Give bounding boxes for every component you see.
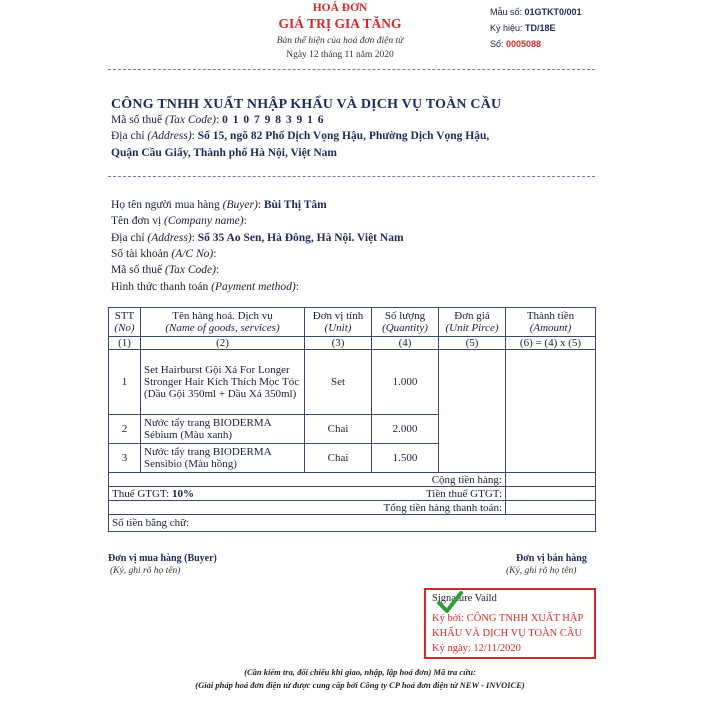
row-no: 2 bbox=[109, 415, 141, 444]
index-cell: (1) bbox=[109, 337, 141, 350]
vat-row bbox=[109, 487, 596, 501]
table-index-row bbox=[109, 337, 596, 350]
in-words-label: Số tiền bằng chữ: bbox=[109, 515, 596, 532]
signature-valid-title: Signature Vaild bbox=[432, 593, 497, 604]
buyer-name: Bùi Thị Tâm bbox=[263, 199, 327, 211]
in-words-row bbox=[109, 515, 596, 532]
buyer-signature-label: Đơn vị mua hàng (Buyer) bbox=[108, 553, 217, 564]
row-qty: 1.500 bbox=[372, 444, 439, 473]
buyer-address: Số 35 Ao Sen, Hà Đông, Hà Nội. Việt Nam bbox=[197, 232, 404, 244]
seller-tax-code: 0 1 0 7 9 8 3 9 1 6 bbox=[222, 114, 325, 126]
invoice-symbol: Ký hiệu: TD/18E bbox=[490, 23, 556, 33]
index-cell: (6) = (4) x (5) bbox=[506, 337, 596, 350]
row-no: 1 bbox=[109, 350, 141, 415]
seller-name: CÔNG TNHH XUẤT NHẬP KHẨU VÀ DỊCH VỤ TOÀN CẦU bbox=[111, 97, 502, 112]
buyer-name-line: Họ tên người mua hàng (Buyer): Bùi Thị Tâm bbox=[111, 199, 327, 211]
invoice-serial: Số: 0005088 bbox=[490, 39, 542, 49]
row-qty: 1.000 bbox=[372, 350, 439, 415]
header-cell: Thành tiền (Amount) bbox=[506, 308, 596, 337]
index-cell: (5) bbox=[439, 337, 506, 350]
index-cell: (4) bbox=[372, 337, 439, 350]
items-table bbox=[108, 307, 596, 532]
signed-by-line2: KHẨU VÀ DỊCH VỤ TOÀN CẦU bbox=[432, 628, 583, 639]
invoice-date: Ngày 12 tháng 11 năm 2020 bbox=[286, 50, 394, 60]
seller-signature-label: Đơn vị bán hàng bbox=[516, 553, 587, 564]
buyer-company-line: Tên đơn vị (Company name): bbox=[111, 215, 247, 227]
total-row bbox=[109, 501, 596, 515]
table-row bbox=[109, 350, 596, 415]
subtotal-label: Cộng tiền hàng: bbox=[109, 473, 506, 487]
invoice-title: HOÁ ĐƠN bbox=[312, 2, 368, 14]
row-unit: Chai bbox=[305, 415, 372, 444]
buyer-account-line: Số tài khoản (A/C No): bbox=[111, 248, 217, 260]
buyer-address-line: Địa chỉ (Address): Số 35 Ao Sen, Hà Đông, Hà Nội. Việt Nam bbox=[111, 232, 404, 244]
row-price bbox=[439, 350, 506, 473]
header-cell: Đơn giá (Unit Pirce) bbox=[439, 308, 506, 337]
vat-amount-label: Tiền thuế GTGT: bbox=[305, 487, 506, 501]
row-amount bbox=[506, 350, 596, 473]
seller-tax-line: Mã số thuế (Tax Code): 0 1 0 7 9 8 3 9 1 6 bbox=[111, 114, 325, 126]
footer-lookup-note: (Cần kiểm tra, đối chiếu khi giao, nhập, lập hoá đơn) Mã tra cứu: bbox=[244, 667, 476, 677]
footer-provider-note: (Giải pháp hoá đơn điện tử được cung cấp bởi Công ty CP hoá đơn điện tử NEW - INVOICE) bbox=[195, 680, 525, 690]
digital-signature-box bbox=[424, 588, 596, 659]
subtotal-value bbox=[506, 473, 596, 487]
row-unit: Set bbox=[305, 350, 372, 415]
invoice-subtitle-vat: GIÁ TRỊ GIA TĂNG bbox=[278, 16, 402, 31]
row-name: Nước tẩy trang BIODERMA Sébium (Màu xanh) bbox=[141, 415, 305, 444]
index-cell: (3) bbox=[305, 337, 372, 350]
vat-rate: Thuế GTGT: 10% bbox=[109, 487, 305, 501]
header-cell: STT (No) bbox=[109, 308, 141, 337]
seller-address-line: Địa chỉ (Address): Số 15, ngõ 82 Phố Dịch Vọng Hậu, Phường Dịch Vọng Hậu, bbox=[111, 130, 490, 142]
vat-amount-value bbox=[506, 487, 596, 501]
buyer-payment-line: Hình thức thanh toán (Payment method): bbox=[111, 281, 299, 293]
header-cell: Số lượng (Quantity) bbox=[372, 308, 439, 337]
buyer-signature-note: (Ký, ghi rõ họ tên) bbox=[110, 566, 181, 576]
seller-divider bbox=[108, 176, 595, 177]
index-cell: (2) bbox=[141, 337, 305, 350]
row-name: Nước tẩy trang BIODERMA Sensibio (Màu hồng) bbox=[141, 444, 305, 473]
signed-date: Ký ngày: 12/11/2020 bbox=[432, 643, 521, 654]
header-cell: Tên hàng hoá. Dịch vụ (Name of goods, services) bbox=[141, 308, 305, 337]
invoice-electronic-note: Bản thể hiện của hoá đơn điện tử bbox=[276, 36, 404, 46]
signed-by: Ký bởi: CÔNG TNHH XUẤT HẬP bbox=[432, 613, 584, 624]
header-cell: Đơn vị tính (Unit) bbox=[305, 308, 372, 337]
buyer-tax-line: Mã số thuế (Tax Code): bbox=[111, 264, 220, 276]
row-name: Set Hairburst Gội Xả For Longer Stronger Hair Kích Thích Mọc Tóc (Dầu Gội 350ml + Dầu Xả 350ml) bbox=[141, 350, 305, 415]
total-label: Tổng tiền hàng thanh toán: bbox=[109, 501, 506, 515]
form-number: Mẫu số: 01GTKT0/001 bbox=[490, 7, 582, 17]
header-divider bbox=[108, 69, 595, 70]
subtotal-row bbox=[109, 473, 596, 487]
seller-address-line2: Quận Cầu Giấy, Thành phố Hà Nội, Việt Nam bbox=[111, 147, 338, 159]
row-no: 3 bbox=[109, 444, 141, 473]
row-qty: 2.000 bbox=[372, 415, 439, 444]
total-value bbox=[506, 501, 596, 515]
row-unit: Chai bbox=[305, 444, 372, 473]
seller-signature-note: (Ký, ghi rõ họ tên) bbox=[506, 566, 577, 576]
table-header-row bbox=[109, 308, 596, 337]
